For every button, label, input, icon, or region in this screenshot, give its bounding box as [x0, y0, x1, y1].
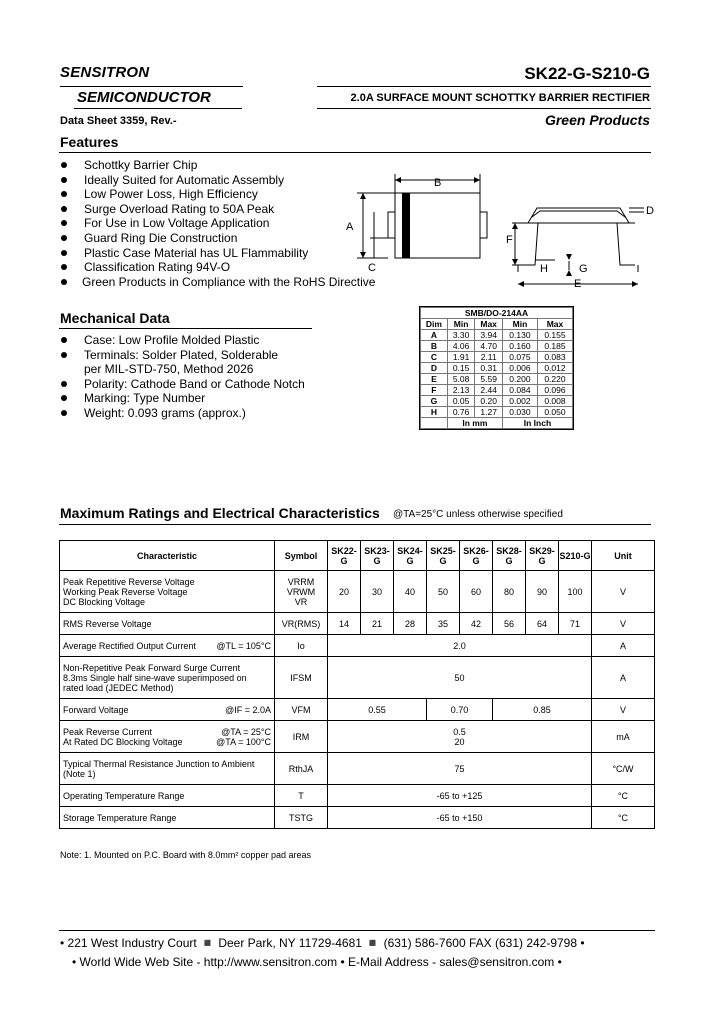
lead-right: [480, 212, 487, 238]
company-name: SENSITRON: [60, 64, 150, 81]
mechanical-title: Mechanical Data: [60, 310, 170, 326]
list-item: Surge Overload Rating to 50A Peak: [60, 202, 375, 217]
ratings-condition: @TA=25°C unless otherwise specified: [393, 509, 563, 520]
lead-left: [388, 212, 395, 238]
table-row: RMS Reverse Voltage VR(RMS) 14 21 28 35 42 56 64 71 V: [60, 613, 655, 635]
footnote: Note: 1. Mounted on P.C. Board with 8.0mm² copper pad areas: [60, 850, 311, 860]
footer-contact: • World Wide Web Site - http://www.sensitron.com • E-Mail Address - sales@sensitron.com •: [72, 955, 562, 969]
column-header: Max: [475, 319, 503, 330]
list-item: Terminals: Solder Plated, Solderable: [60, 348, 305, 363]
bullet-icon: [61, 206, 67, 212]
table-row: B 4.06 4.70 0.160 0.185: [421, 341, 573, 352]
bullet-icon: [61, 162, 67, 168]
features-list: [60, 158, 375, 289]
bullet-icon: [61, 235, 67, 241]
dim-label-c: C: [368, 262, 376, 274]
unit-mm-label: In mm: [447, 418, 502, 429]
list-item: Ideally Suited for Automatic Assembly: [60, 173, 375, 188]
table-row: Typical Thermal Resistance Junction to Ambient (Note 1) RthJA 75 °C/W: [60, 753, 655, 785]
table-header-row: Characteristic Symbol SK22-G SK23-G SK24-G SK25-G SK26-G SK28-G SK29-G S210-G Unit: [60, 541, 655, 571]
mechanical-list: [60, 333, 305, 421]
bullet-icon: [61, 381, 67, 387]
datasheet-number: Data Sheet 3359, Rev.-: [60, 115, 177, 127]
list-item: Marking: Type Number: [60, 391, 305, 406]
product-subtitle: 2.0A SURFACE MOUNT SCHOTTKY BARRIER RECTIFIER: [350, 92, 650, 104]
section-rule: [59, 152, 651, 153]
table-row: A 3.30 3.94 0.130 0.155: [421, 330, 573, 341]
list-item: Case: Low Profile Molded Plastic: [60, 333, 305, 348]
dim-label-f: F: [506, 234, 513, 246]
table-row: Operating Temperature Range T -65 to +125 °C: [60, 785, 655, 807]
ratings-title: Maximum Ratings and Electrical Characteristics: [60, 505, 380, 521]
bullet-icon: [61, 410, 67, 416]
table-row: H 0.76 1.27 0.030 0.050: [421, 407, 573, 418]
dim-label-e: E: [574, 278, 582, 290]
footer-address: • 221 West Industry Court ◾ Deer Park, NY 11729-4681 ◾ (631) 586-7600 FAX (631) 242-9798 •: [60, 936, 585, 950]
dim-label-b: B: [434, 177, 442, 189]
list-item: Guard Ring Die Construction: [60, 231, 375, 246]
bullet-icon: [61, 250, 67, 256]
column-header: Min: [447, 319, 475, 330]
table-row: D 0.15 0.31 0.006 0.012: [421, 363, 573, 374]
list-item: per MIL-STD-750, Method 2026: [84, 362, 254, 377]
list-item: For Use in Low Voltage Application: [60, 216, 375, 231]
table-row: Non-Repetitive Peak Forward Surge Current 8.3ms Single half sine-wave superimposed on rated load (JEDEC Method) IFSM 50 A: [60, 657, 655, 699]
bullet-icon: [61, 352, 67, 358]
company-subname: SEMICONDUCTOR: [77, 89, 211, 106]
table-row: Forward Voltage @IF = 2.0A VFM 0.55 0.70 0.85 V: [60, 699, 655, 721]
green-products-label: Green Products: [544, 112, 650, 128]
bullet-icon: [61, 220, 67, 226]
section-rule: [59, 524, 651, 525]
side-leads: [518, 223, 635, 265]
list-item: Low Power Loss, High Efficiency: [60, 187, 375, 202]
features-title: Features: [60, 134, 119, 150]
bullet-icon: [61, 395, 67, 401]
list-item: Green Products in Compliance with the RoHS Directive: [60, 275, 375, 290]
bullet-icon: [61, 191, 67, 197]
header-rule: [317, 108, 651, 109]
bullet-icon: [61, 279, 67, 285]
footer-rule: [59, 930, 655, 931]
list-item: Weight: 0.093 grams (approx.): [60, 406, 305, 421]
cathode-band: [402, 193, 410, 258]
list-item: Polarity: Cathode Band or Cathode Notch: [60, 377, 305, 392]
table-row: Peak Reverse Current @TA = 25°C At Rated DC Blocking Voltage @TA = 100°C IRM 0.5 20 mA: [60, 721, 655, 753]
dim-label-h: H: [540, 263, 548, 275]
dimension-table: [419, 306, 574, 430]
list-item: Schottky Barrier Chip: [60, 158, 375, 173]
package-outline-diagram: [330, 168, 660, 293]
table-row: G 0.05 0.20 0.002 0.008: [421, 396, 573, 407]
list-item: Plastic Case Material has UL Flammability: [60, 246, 375, 261]
dim-label-a: A: [346, 221, 354, 233]
section-rule: [59, 328, 312, 329]
package-body-side: [528, 208, 629, 223]
column-header: Min: [502, 319, 537, 330]
header-rule: [74, 108, 242, 109]
table-row: C 1.91 2.11 0.075 0.083: [421, 352, 573, 363]
bullet-icon: [61, 337, 67, 343]
header-rule: [317, 86, 651, 87]
bullet-icon: [61, 177, 67, 183]
column-header: Dim: [421, 319, 448, 330]
part-number: SK22-G-S210-G: [524, 64, 650, 83]
table-row: E 5.08 5.59 0.200 0.220: [421, 374, 573, 385]
table-row: Average Rectified Output Current @TL = 105°C Io 2.0 A: [60, 635, 655, 657]
unit-inch-label: In Inch: [502, 418, 572, 429]
header-rule: [60, 86, 243, 87]
bullet-icon: [61, 264, 67, 270]
table-row: Storage Temperature Range TSTG -65 to +150 °C: [60, 807, 655, 829]
dimension-table-title: SMB/DO-214AA: [421, 308, 573, 319]
dim-label-g: G: [579, 263, 588, 275]
dim-label-d: D: [646, 205, 654, 217]
table-row: Peak Repetitive Reverse Voltage Working Peak Reverse Voltage DC Blocking Voltage VRRM VRWM VR 20 30 40 50 60 80 90 100 V: [60, 571, 655, 613]
column-header: Max: [537, 319, 572, 330]
list-item: Classification Rating 94V-O: [60, 260, 375, 275]
electrical-characteristics-table: [59, 540, 655, 829]
table-row: F 2.13 2.44 0.084 0.096: [421, 385, 573, 396]
